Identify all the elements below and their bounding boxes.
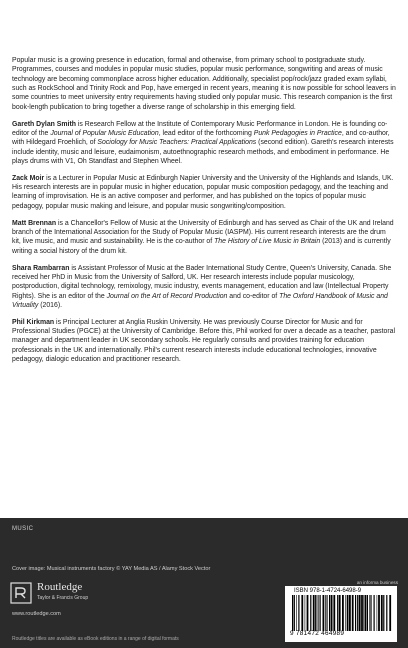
title-italic: Punk Pedagogies in Practice bbox=[253, 129, 342, 137]
bio-text: (second edition). Gareth's research interests include identity, music and leisure, eudaimonism, autoethnographic research methods, and embodiment in performance. He plays drums with V1, Oh Standfast and Stephen Wheel. bbox=[12, 139, 394, 165]
title-italic: The History of Live Music in Britain bbox=[214, 238, 321, 246]
author-bio bbox=[12, 318, 396, 365]
bio-text: is a Lecturer in Popular Music at Edinburgh Napier University and the University of the Highlands and Islands, UK. His research interests are in popular music in higher education, popular music composition pedagogy, and the teaching and learning of improvisation. He is an active composer and performer, and has published on the topics of popular music pedagogy, popular music making and leisure, and popular music songwriting/composition. bbox=[12, 174, 394, 210]
bio-text: , lead editor of the forthcoming bbox=[158, 129, 254, 137]
author-name: Phil Kirkman bbox=[12, 318, 55, 326]
author-name: Shara Rambarran bbox=[12, 264, 70, 272]
bio-text: is a Chancellor's Fellow of Music at the University of Edinburgh and has served as Chair of the UK and Ireland branch of the International Association for the Study of Popular Music (IASPM). His current research interests are the drum kit, live music, and music and sustainability. He is the co-author of bbox=[12, 219, 394, 246]
ebook-note: Routledge titles are available as eBook editions in a range of digital formats bbox=[12, 636, 179, 642]
title-italic: Sociology for Music Teachers: Practical Applications bbox=[97, 139, 257, 147]
informa-tagline: an informa business bbox=[356, 580, 398, 585]
bio-text: is Principal Lecturer at Anglia Ruskin University. He was previously Course Director for Music and for Professional Studies (PGCE) at the University of Cambridge. Before this, Phil worked for over a decade as a teacher, pastoral manager and department leader in UK secondary schools. He regularly consults and provides training for education professionals in the UK and internationally. Phil's current research interests include educational technologies, innovative pedagogy, dialogic education and practitioner research. bbox=[12, 318, 395, 364]
subject-label: MUSIC bbox=[12, 526, 34, 532]
title-italic: The Oxford Handbook of Music and Virtuality bbox=[12, 292, 388, 309]
barcode-box bbox=[285, 586, 397, 642]
publisher-name: Routledge bbox=[37, 581, 83, 593]
cover-image-credit: Cover image: Musical instruments factory © YAY Media AS / Alamy Stock Vector bbox=[12, 566, 211, 572]
intro-paragraph: Popular music is a growing presence in education, formal and otherwise, from primary school to postgraduate study. Programmes, courses and modules in popular music studies, popular music performance, songwriting and areas of music technology are becoming commonplace across higher education. Additionally, specialist pop/rock/jazz graded exam syllabi, such as RockSchool and Trinity Rock and Pop, have emerged in recent years, meaning it is now possible for school leavers in some countries to meet university entry requirements having studied only popular music. This research companion is the first book-length publication to bring together a diverse range of scholarship in this emerging field. bbox=[12, 57, 396, 111]
barcode-icon bbox=[290, 595, 392, 631]
author-bio bbox=[12, 120, 396, 167]
bio-text: (2013) and is currently writing a social history of the drum kit. bbox=[12, 238, 391, 255]
publisher-website[interactable]: www.routledge.com bbox=[12, 611, 61, 617]
publisher-group: Taylor & Francis Group bbox=[37, 595, 89, 601]
routledge-logo-icon bbox=[10, 582, 32, 604]
bio-text: and co-editor of bbox=[227, 292, 280, 300]
author-bio bbox=[12, 174, 396, 211]
publisher-logo bbox=[10, 580, 150, 608]
title-italic: Journal of Popular Music Education bbox=[50, 129, 159, 137]
bio-text: (2016). bbox=[38, 301, 63, 309]
bio-text: is Assistant Professor of Music at the Bader International Study Centre, Queen's University, Canada. She received her PhD in Music from the University of Salford, UK. Her research interests include popular musicology, postproduction, digital technology, remixology, music industry, events management, education and law (Intellectual Property Rights). She is an editor of the bbox=[12, 264, 392, 300]
author-bio bbox=[12, 219, 396, 256]
bio-text: , and co-author, with Hildegard Froehlich, of bbox=[12, 129, 390, 147]
author-name: Gareth Dylan Smith bbox=[12, 120, 76, 128]
title-italic: Journal on the Art of Record Production bbox=[106, 292, 228, 300]
isbn-text: ISBN 978-1-4724-6498-9 bbox=[294, 588, 362, 594]
author-name: Matt Brennan bbox=[12, 219, 57, 227]
author-bios bbox=[12, 120, 396, 365]
cover-footer bbox=[0, 518, 408, 648]
author-name: Zack Moir bbox=[12, 174, 45, 182]
bio-text: is Research Fellow at the Institute of Contemporary Music Performance in London. He is founding co-editor of the bbox=[12, 120, 388, 137]
author-bio bbox=[12, 264, 396, 311]
barcode-digits: 9 781472 464989 bbox=[290, 630, 345, 637]
